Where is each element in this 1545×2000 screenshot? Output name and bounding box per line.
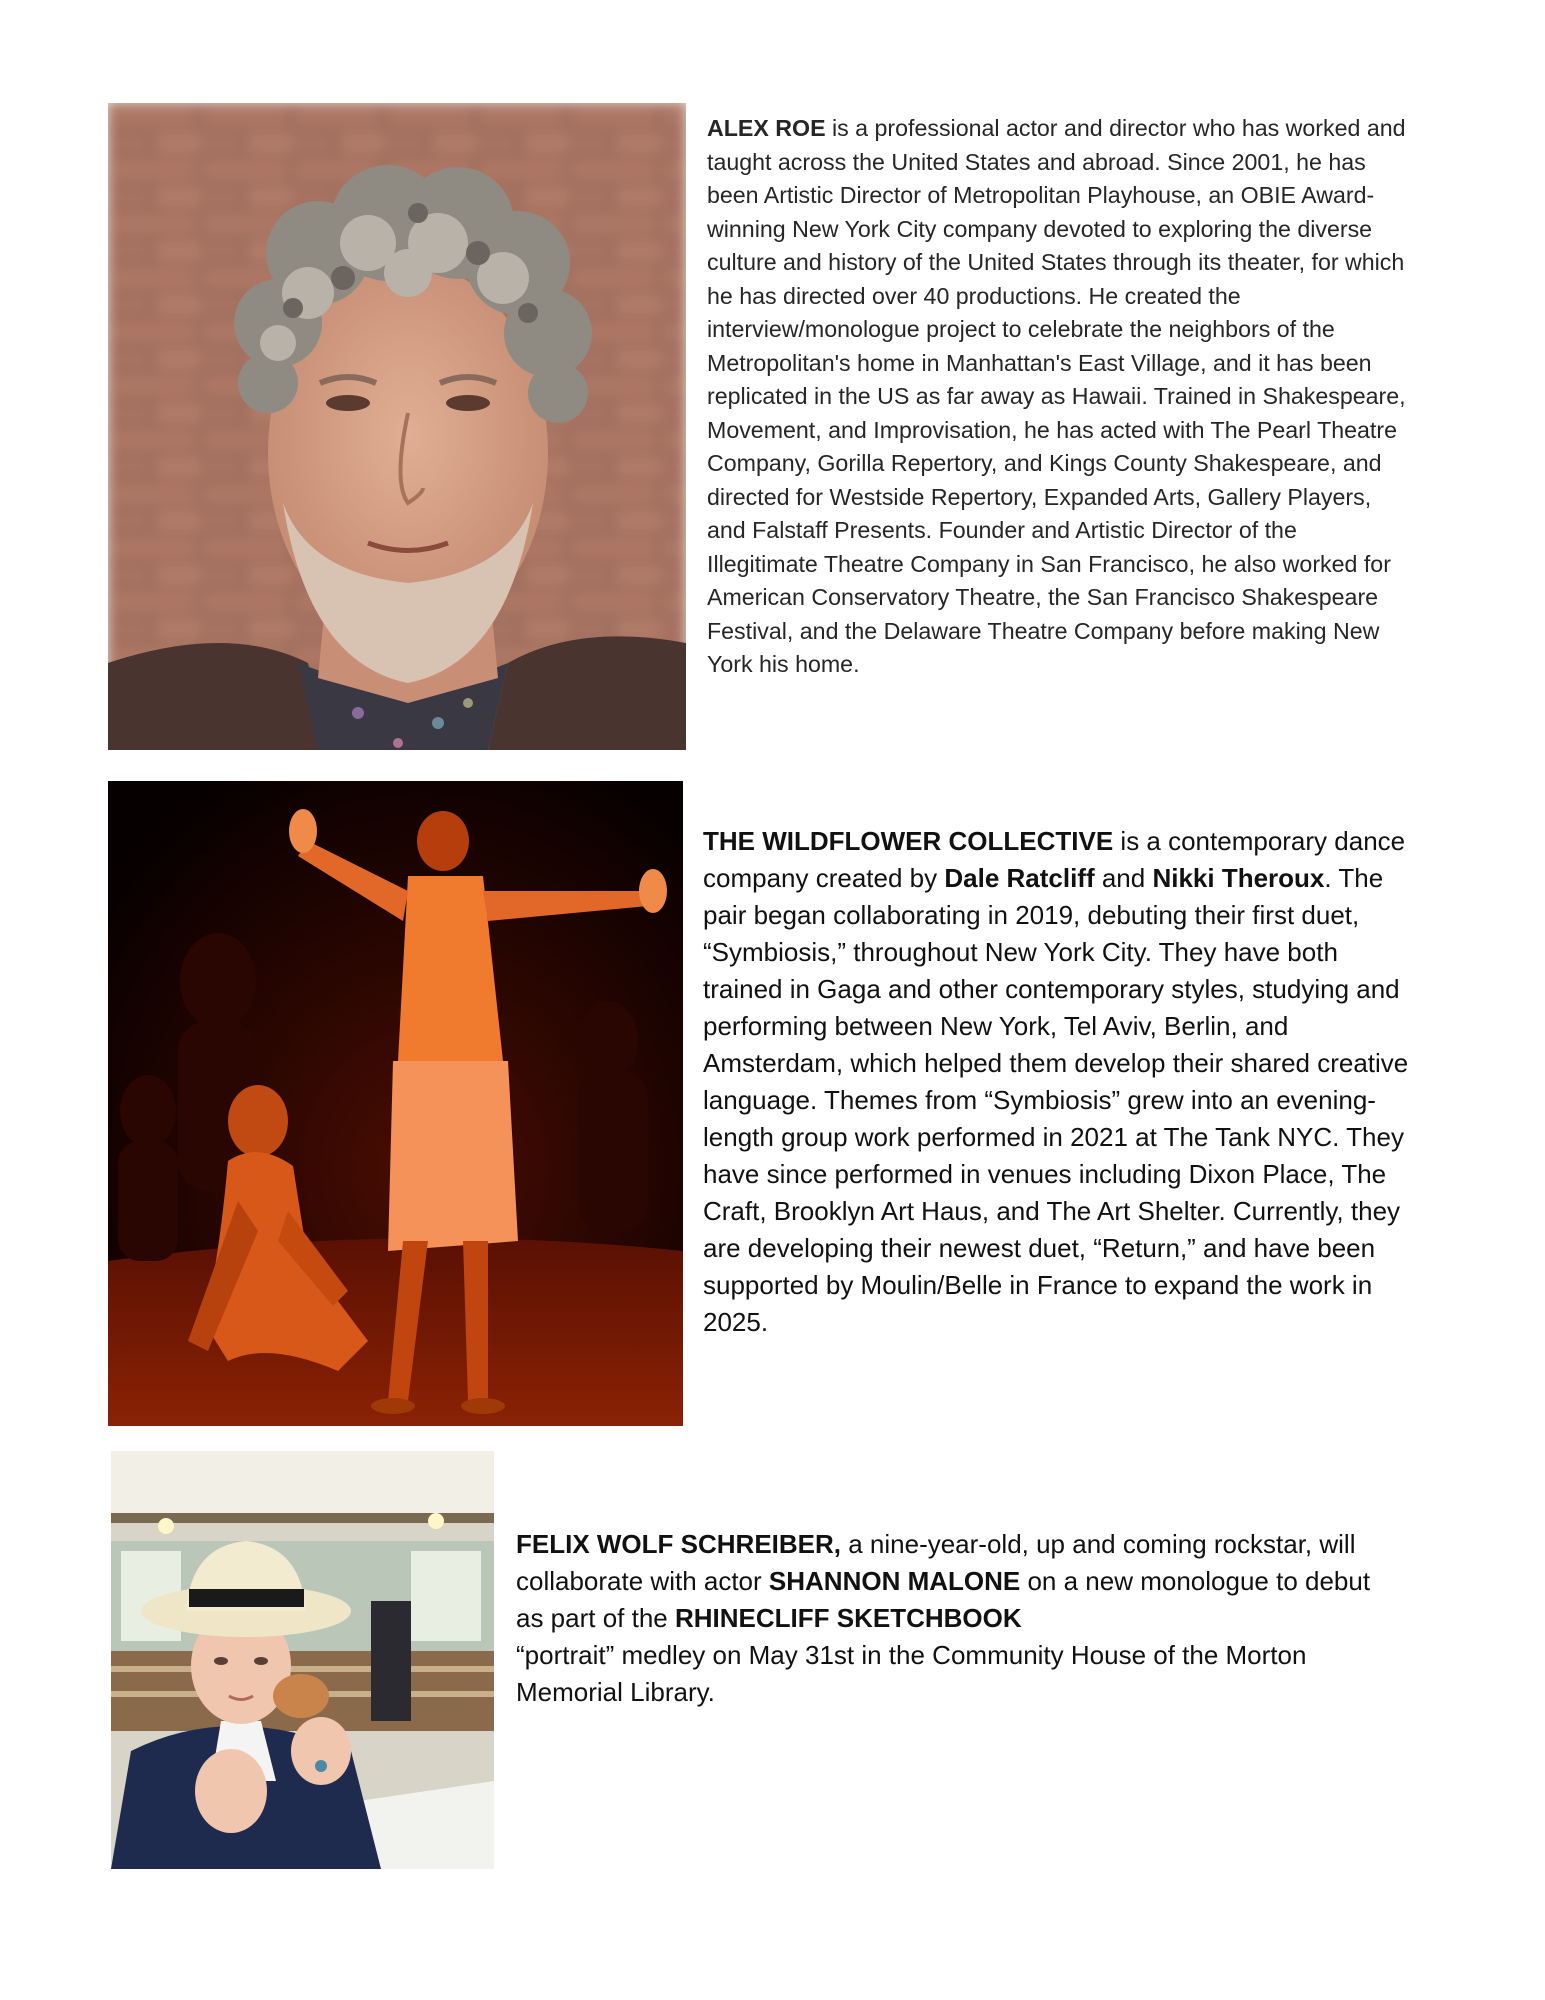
felix-wolf-schreiber-name: FELIX WOLF SCHREIBER, xyxy=(516,1529,841,1559)
alex-roe-portrait-photo xyxy=(108,103,686,750)
felix-wolf-schreiber-bio xyxy=(516,1526,1396,1711)
member-nikki-theroux: Nikki Theroux xyxy=(1152,863,1325,893)
wildflower-bio-text-2: and xyxy=(1094,863,1153,893)
wildflower-bio-text-1: is a contemporary dance company created by xyxy=(703,826,1406,893)
felix-wolf-schreiber-photo xyxy=(111,1451,494,1869)
wildflower-collective-performance-image xyxy=(108,781,683,1426)
felix-wolf-schreiber-image xyxy=(111,1451,494,1869)
wildflower-collective-bio xyxy=(703,823,1413,1341)
member-dale-ratcliff: Dale Ratcliff xyxy=(944,863,1095,893)
alex-roe-bio xyxy=(707,112,1407,682)
collaborator-shannon-malone: SHANNON MALONE xyxy=(768,1566,1021,1596)
alex-roe-name: ALEX ROE xyxy=(707,115,826,141)
wildflower-bio-text-3: . The pair began collaborating in 2019, debuting their first duet, “Symbiosis,” throughout New York City. They have both trained in Gaga and other contemporary styles, studying and performing between New York, Tel Aviv, Berlin, and Amsterdam, which helped them develop their shared creative language. Themes from “Symbiosis” grew into an evening-length group work performed in 2021 at The Tank NYC. They have since performed in venues including Dixon Place, The Craft, Brooklyn Art Haus, and The Art Shelter. Currently, they are developing their newest duet, “Return,” and have been supported by Moulin/Belle in France to expand the work in 2025. xyxy=(703,863,1409,1337)
wildflower-collective-name: THE WILDFLOWER COLLECTIVE xyxy=(703,826,1114,856)
wildflower-collective-performance-photo xyxy=(108,781,683,1426)
event-rhinecliff-sketchbook: RHINECLIFF SKETCHBOOK xyxy=(674,1603,1022,1633)
alex-roe-portrait-image xyxy=(108,103,686,750)
felix-bio-text-1: a nine-year-old, up and coming rockstar, will collaborate with actor xyxy=(516,1529,1356,1596)
alex-roe-bio-text: is a professional actor and director who has worked and taught across the United States and abroad. Since 2001, he has been Artistic Director of Metropolitan Playhouse, an OBIE Award-winning New York City company devoted to exploring the diverse culture and history of the United States through its theater, for which he has directed over 40 productions. He created the interview/monologue project to celebrate the neighbors of the Metropolitan's home in Manhattan's East Village, and it has been replicated in the US as far away as Hawaii. Trained in Shakespeare, Movement, and Improvisation, he has acted with The Pearl Theatre Company, Gorilla Repertory, and Kings County Shakespeare, and directed for Westside Repertory, Expanded Arts, Gallery Players, and Falstaff Presents. Founder and Artistic Director of the Illegitimate Theatre Company in San Francisco, he also worked for American Conservatory Theatre, the San Francisco Shakespeare Festival, and the Delaware Theatre Company before making New York his home. xyxy=(707,115,1406,677)
felix-bio-text-3: “portrait” medley on May 31st in the Community House of the Morton Memorial Library. xyxy=(516,1640,1307,1707)
felix-bio-text-2: on a new monologue to debut as part of the xyxy=(516,1566,1371,1633)
